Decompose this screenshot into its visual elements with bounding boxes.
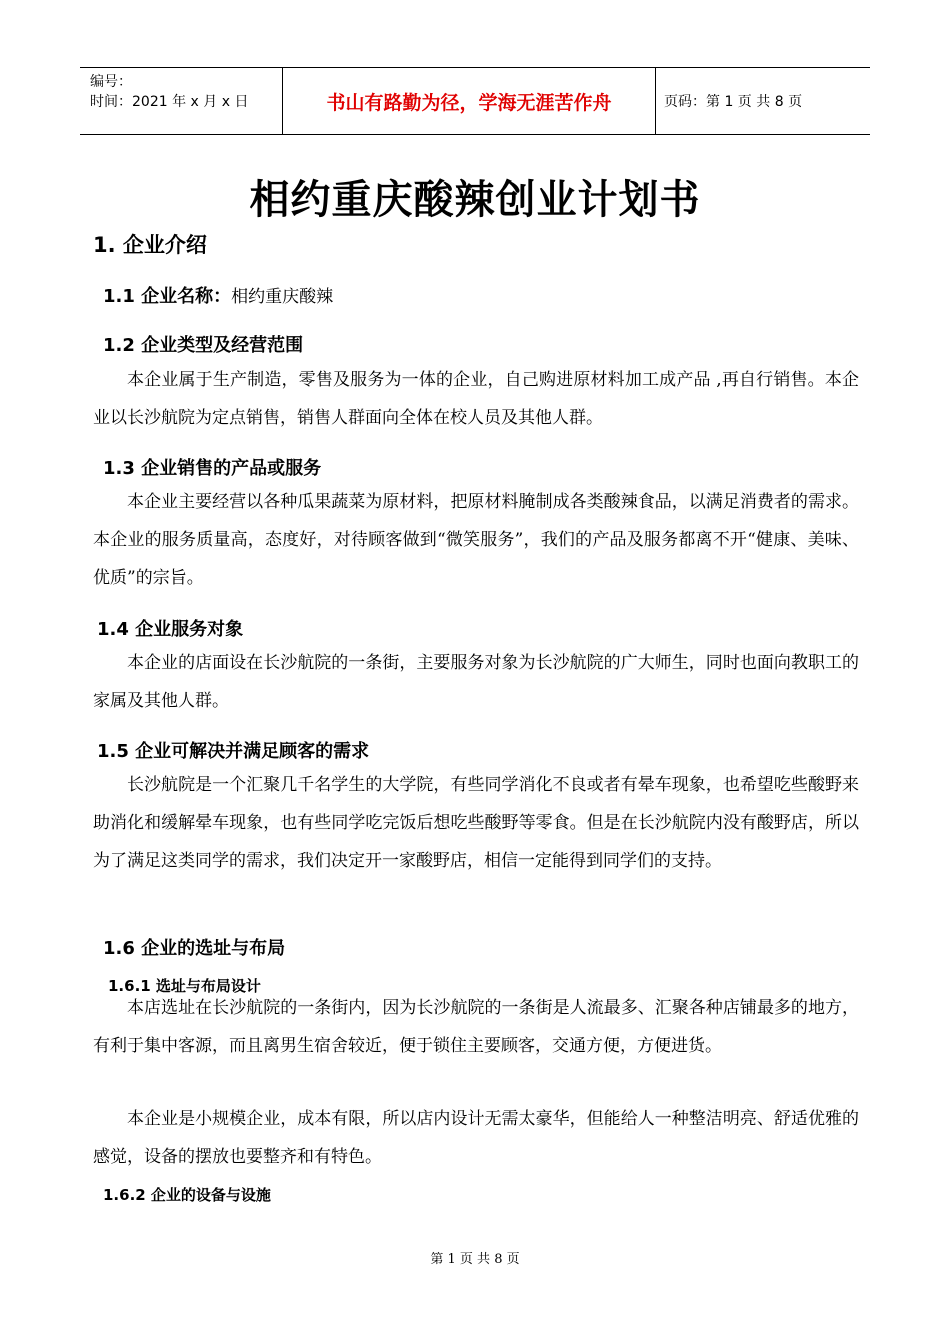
number-label: 编号：	[90, 74, 132, 90]
section-heading-1-2: 1.2 企业类型及经营范围	[103, 335, 304, 356]
header-page-info: 页码：第 1 页 共 8 页	[664, 94, 803, 110]
section-heading-1-4: 1.4 企业服务对象	[97, 619, 244, 640]
header-meta	[90, 72, 248, 112]
paragraph-1-6-1-b: 本企业是小规模企业，成本有限，所以店内设计无需太豪华，但能给人一种整洁明亮、舒适优雅的感觉，设备的摆放也要整齐和有特色。	[93, 1109, 859, 1167]
paragraph-1-5: 长沙航院是一个汇聚几千名学生的大学院，有些同学消化不良或者有晕车现象，也希望吃些酸野来助消化和缓解晕车现象，也有些同学吃完饭后想吃些酸野等零食。但是在长沙航院内没有酸野店，所以为了满足这类同学的需求，我们决定开一家酸野店，相信一定能得到同学们的支持。	[93, 775, 859, 871]
section-heading-1-5: 1.5 企业可解决并满足顾客的需求	[97, 741, 370, 762]
date-label: 时间：2021 年 x 月 x 日	[90, 94, 249, 110]
paragraph-1-2: 本企业属于生产制造，零售及服务为一体的企业，自己购进原材料加工成产品 ,再自行销售。本企业以长沙航院为定点销售，销售人群面向全体在校人员及其他人群。	[93, 370, 859, 428]
section-heading-1: 1. 企业介绍	[93, 233, 207, 257]
paragraph-1-4: 本企业的店面设在长沙航院的一条街，主要服务对象为长沙航院的广大师生，同时也面向教职工的家属及其他人群。	[93, 653, 859, 711]
paragraph-1-3: 本企业主要经营以各种瓜果蔬菜为原材料，把原材料腌制成各类酸辣食品，以满足消费者的需求。本企业的服务质量高，态度好，对待顾客做到“微笑服务”，我们的产品及服务都离不开“健康、美味、优质”的宗旨。	[93, 492, 859, 588]
company-name: 相约重庆酸辣	[231, 287, 334, 307]
section-heading-1-3: 1.3 企业销售的产品或服务	[103, 458, 322, 479]
section-heading-1-1	[103, 282, 333, 308]
page-footer: 第 1 页 共 8 页	[430, 1252, 520, 1267]
section-heading-1-6: 1.6 企业的选址与布局	[103, 938, 286, 959]
section-heading-1-6-1: 1.6.1 选址与布局设计	[108, 977, 261, 995]
document-title: 相约重庆酸辣创业计划书	[249, 177, 701, 223]
page-header	[80, 67, 870, 135]
heading-1-1-title: 1.1 企业名称：	[103, 286, 232, 307]
header-motto: 书山有路勤为径，学海无涯苦作舟	[282, 68, 656, 134]
paragraph-1-6-1-a: 本店选址在长沙航院的一条街内，因为长沙航院的一条街是人流最多、汇聚各种店铺最多的地方，有利于集中客源，而且离男生宿舍较近，便于锁住主要顾客，交通方便，方便进货。	[93, 998, 859, 1056]
section-heading-1-6-2: 1.6.2 企业的设备与设施	[103, 1186, 271, 1204]
